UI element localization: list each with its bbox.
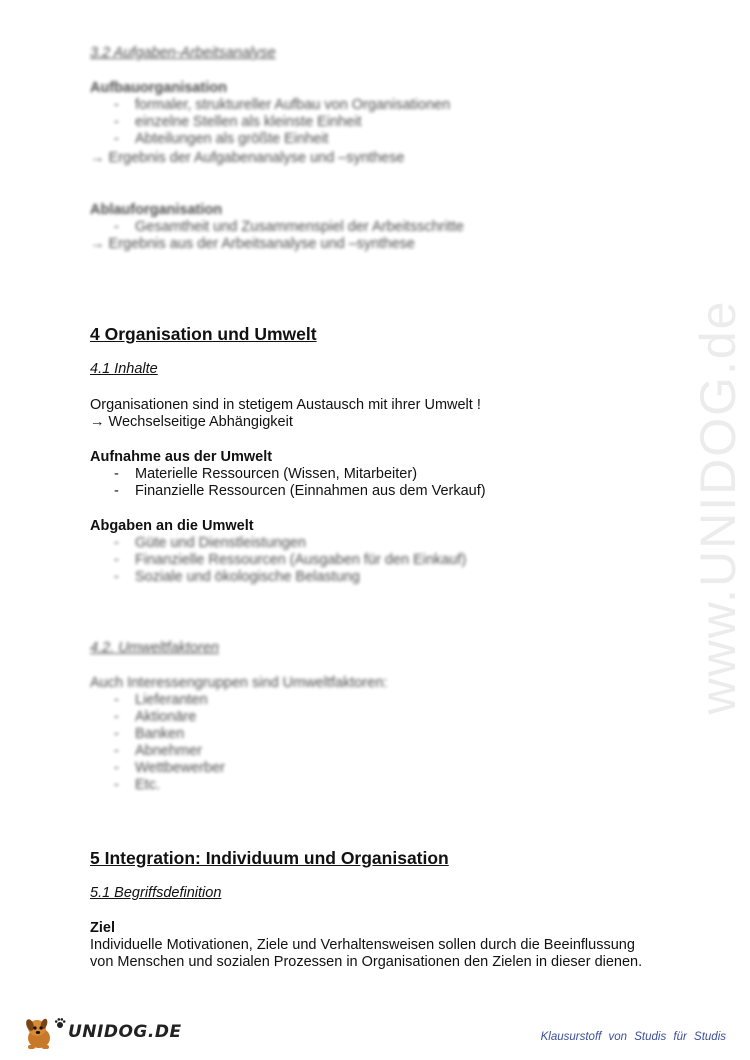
aufbau-list [90,97,450,148]
arrow-line: → Wechselseitige Abhängigkeit [90,414,293,430]
logo-text: UNIDOG.DE [68,1022,182,1042]
list-item: - Finanzielle Ressourcen (Einnahmen aus dem Verkauf) [90,483,486,500]
section-4-title: 4 Organisation und Umwelt [90,324,317,344]
footer-tagline: Klausurstoff von Studis für Studis [540,1031,726,1043]
list-item: - Wettbewerber [90,760,225,777]
subtitle-3-2: 3.2 Aufgaben-Arbeitsanalyse [90,45,276,61]
list-item: - Materielle Ressourcen (Wissen, Mitarbeiter) [90,466,486,483]
intro-text: Organisationen sind in stetigem Austausch mit ihrer Umwelt ! [90,397,481,413]
subtitle-4-1: 4.1 Inhalte [90,361,158,377]
watermark: www.UNIDOG.de [690,299,746,715]
heading-ablauforganisation: Ablauforganisation [90,202,223,218]
dog-mascot-icon [22,1014,56,1050]
ablauf-result: → Ergebnis aus der Arbeitsanalyse und –synthese [90,236,415,252]
ablauf-list [90,219,464,236]
list-item: - Soziale und ökologische Belastung [90,569,466,586]
list-item: - Lieferanten [90,692,225,709]
list-item: - Banken [90,726,225,743]
section-5-title: 5 Integration: Individuum und Organisation [90,848,449,868]
list-item: - einzelne Stellen als kleinste Einheit [90,114,450,131]
ziel-text-line-2: von Menschen und sozialen Prozessen in Organisationen den Zielen in dieser dienen. [90,954,643,970]
list-item: - Abnehmer [90,743,225,760]
abgaben-list [90,535,466,586]
unidog-logo [22,1014,182,1050]
paw-icon [54,1017,66,1029]
heading-aufbauorganisation: Aufbauorganisation [90,80,227,96]
heading-abgaben: Abgaben an die Umwelt [90,518,254,534]
umweltfaktoren-list [90,692,225,794]
heading-aufnahme: Aufnahme aus der Umwelt [90,449,273,465]
list-item: - formaler, struktureller Aufbau von Organisationen [90,97,450,114]
list-item: - Etc. [90,777,225,794]
umweltfaktoren-intro: Auch Interessengruppen sind Umweltfaktoren: [90,675,388,691]
list-item: - Güte und Dienstleistungen [90,535,466,552]
heading-ziel: Ziel [90,920,115,936]
aufbau-result: → Ergebnis der Aufgabenanalyse und –synthese [90,150,405,166]
ziel-text-line-1: Individuelle Motivationen, Ziele und Verhaltensweisen sollen durch die Beeinflussung [90,937,635,953]
subtitle-4-2: 4.2. Umweltfaktoren [90,640,219,656]
list-item: - Gesamtheit und Zusammenspiel der Arbeitsschritte [90,219,464,236]
list-item: - Aktionäre [90,709,225,726]
list-item: - Finanzielle Ressourcen (Ausgaben für den Einkauf) [90,552,466,569]
aufnahme-list [90,466,486,500]
list-item: - Abteilungen als größte Einheit [90,131,450,148]
subtitle-5-1: 5.1 Begriffsdefinition [90,885,222,901]
